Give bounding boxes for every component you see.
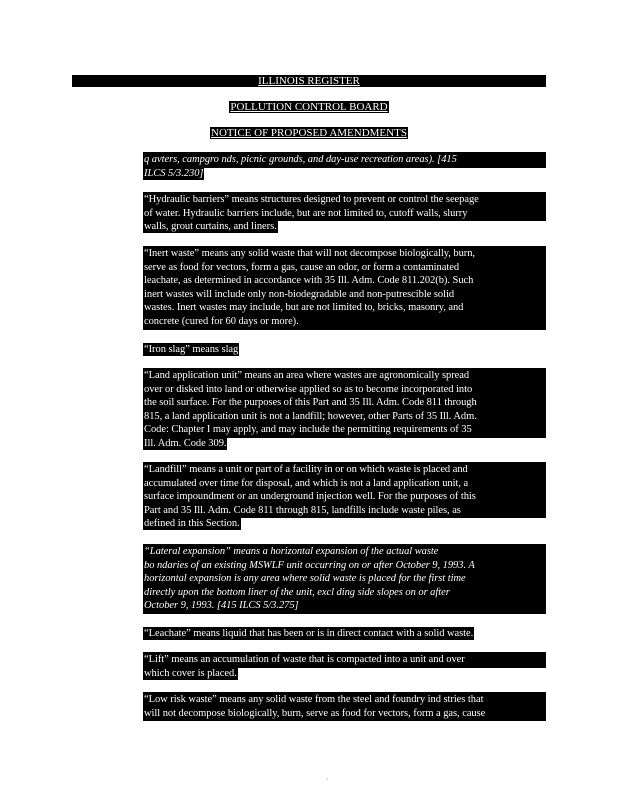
paragraph-iron-slag: “Iron slag” means slag xyxy=(144,344,239,355)
paragraph-inert-waste: “Inert waste” means any solid waste that will not decompose biologically, burn, serve as food for vectors, form a gas, cause an odor, or form a contaminated leachate, as determined in accordance with 35 Ill. Adm. Code 811.202(b). Such inert wastes will include only non-biodegradable and non-putrescible solid wastes. Inert wastes may include, but are not limited to, bricks, masonry, and concrete (cured for 60 days or more). xyxy=(144,247,545,329)
paragraph-hydraulic-barriers: “Hydraulic barriers” means structures designed to prevent or control the seepage of water. Hydraulic barriers include, but are not limited to, cutoff walls, slurry walls, grout curtains, and liners. xyxy=(144,193,545,234)
board-heading: POLLUTION CONTROL BOARD xyxy=(230,101,388,113)
paragraph-lateral-expansion: “Lateral expansion” means a horizontal expansion of the actual waste bo ndaries of an existing MSWLF unit occurring on or after October 9, 1993. A horizontal expansion is any area where solid waste is placed for the first time directly upon the bottom liner of the unit, excl ding side slopes on or after October 9, 1993. [415 ILCS 5/3.275] xyxy=(144,545,545,613)
paragraph-recreation-areas: q avters, campgro nds, picnic grounds, and day-use recreation areas). [415 ILCS 5/3.230] xyxy=(144,153,545,180)
paragraph-land-application-unit: “Land application unit” means an area where wastes are agronomically spread over or disked into land or otherwise applied so as to become incorporated into the soil surface. For the purposes of this Part and 35 Ill. Adm. Code 811 through 815, a land application unit is not a landfill; however, other Parts of 35 Ill. Adm. Code: Chapter I may apply, and may include the permitting requirements of 35 Ill. Adm. Code 309. xyxy=(144,369,545,451)
paragraph-landfill: “Landfill” means a unit or part of a facility in or on which waste is placed and accumulated over time for disposal, and which is not a land application unit, a surface impoundment or an underground injection well. For the purposes of this Part and 35 Ill. Adm. Code 811 through 815, landfills include waste piles, as defined in this Section. xyxy=(144,463,545,531)
paragraph-leachate: “Leachate” means liquid that has been or is in direct contact with a solid waste. xyxy=(144,628,474,639)
paragraph-lift: “Lift” means an accumulation of waste that is compacted into a unit and over which cover is placed. xyxy=(144,653,545,680)
paragraph-low-risk-waste: “Low risk waste” means any solid waste from the steel and foundry ind stries that will not decompose biologically, burn, serve as food for vectors, form a gas, cause xyxy=(144,693,545,720)
register-title: ILLINOIS REGISTER xyxy=(258,75,360,87)
notice-heading: NOTICE OF PROPOSED AMENDMENTS xyxy=(211,127,407,139)
page-mark xyxy=(326,778,328,780)
register-header xyxy=(72,75,546,87)
